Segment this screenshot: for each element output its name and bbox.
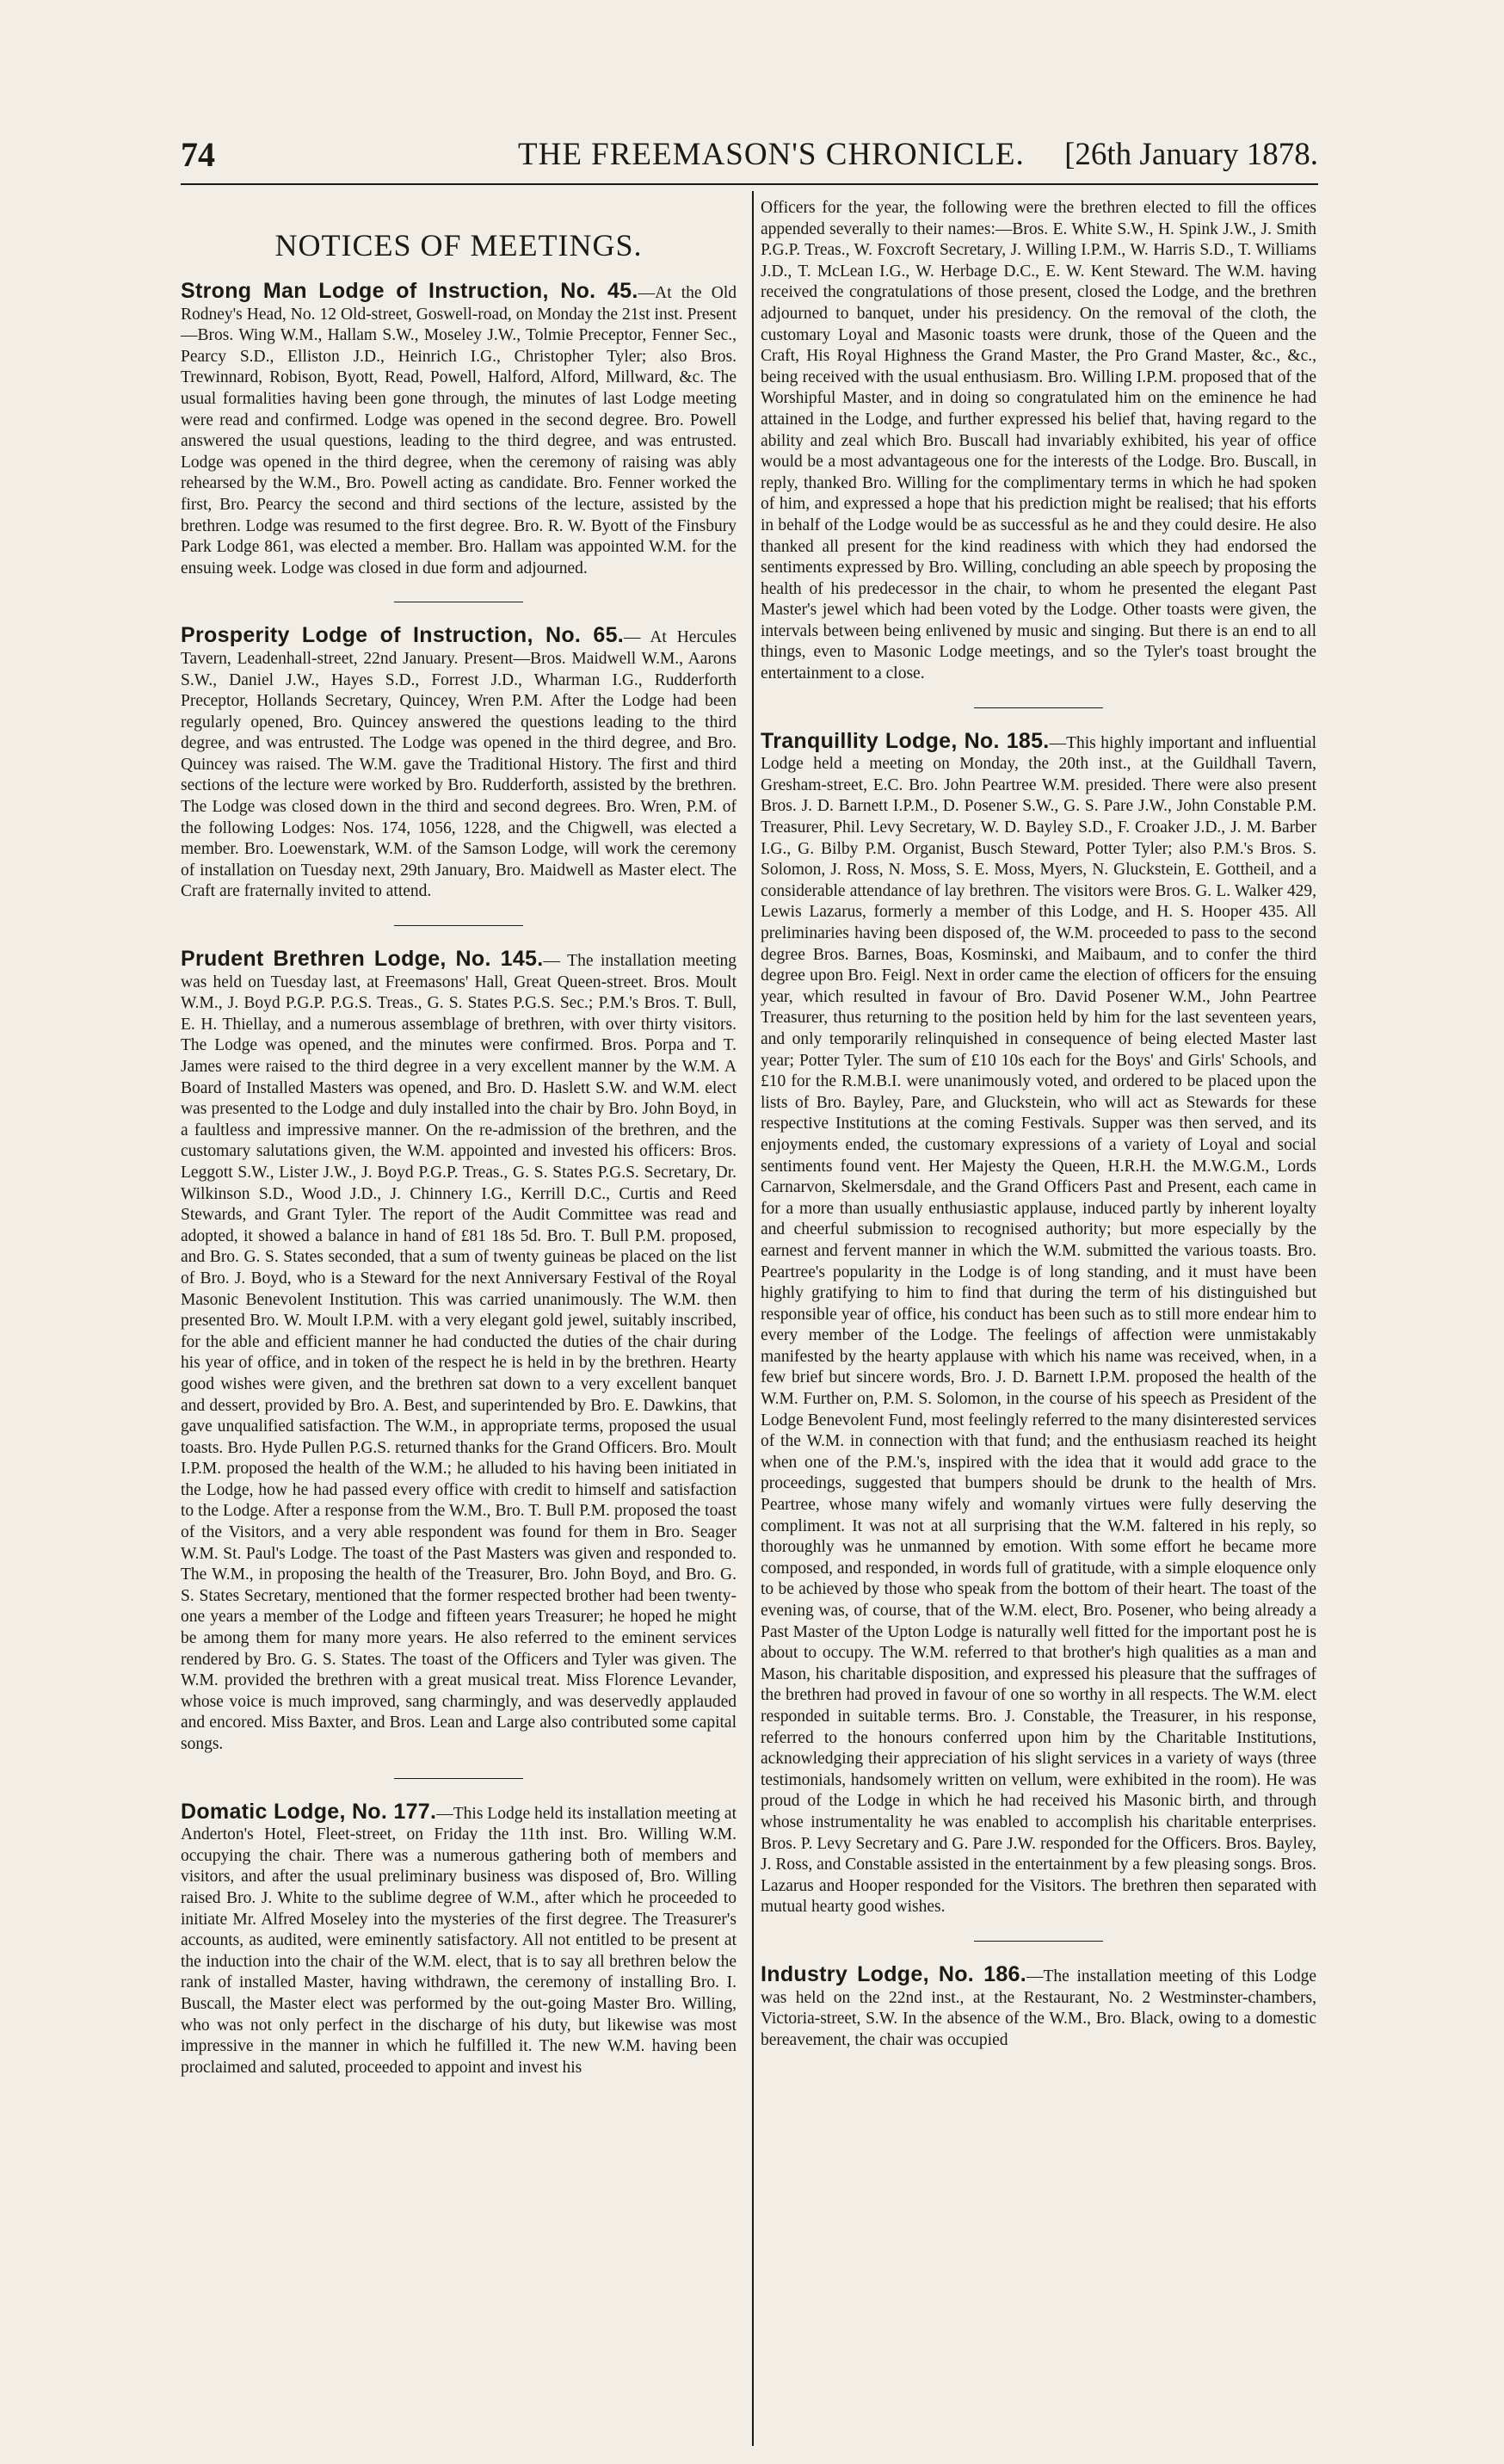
article-tranquillity-lodge [761, 728, 1316, 1918]
article-body: Officers for the year, the following were the brethren elected to fill the offices appended severally to their names:—Bros. E. White S.W., H. Spink J.W., J. Smith P.G.P. Treas., W. Foxcroft Secretary, J. Willing I.P.M., W. Harris S.D., T. Williams J.D., T. McLean I.G., W. Herbage D.C., E. W. Kent Steward. The W.M. having received the congratulations of those present, closed the Lodge, and the brethren adjourned to banquet, under his presidency. On the removal of the cloth, the customary Loyal and Masonic toasts were drunk, those of the Queen and the Craft, His Royal Highness the Grand Master, the Pro Grand Master, &c., &c., being received with the usual enthusiasm. Bro. Willing I.P.M. proposed that of the Worshipful Master, and in doing so congratulated him on the eminence he had attained in the Lodge, and further expressed his belief that, having regard to the ability and zeal which Bro. Buscall had invariably exhibited, his year of office would be a most advantageous one for the interests of the Lodge. Bro. Buscall, in reply, thanked Bro. Willing for the complimentary terms in which he had spoken of him, and expressed a hope that his prediction might be realised; that his efforts in behalf of the Lodge would be as successful as he and they could desire. He also thanked all present for the kind readiness with which they had endorsed the sentiments expressed by Bro. Willing, concluding an able speech by proposing the health of his predecessor in the chair, to whom he presented the elegant Past Master's jewel which had been voted by the Lodge. Other toasts were given, the intervals between being enlivened by music and singing. But there is an end to all things, even to Masonic Lodge meetings, and so the Tyler's toast brought the entertainment to a close. [761, 199, 1316, 683]
section-title: NOTICES OF MEETINGS. [274, 228, 643, 262]
article-body: —This highly important and influential Lodge held a meeting on Monday, the 20th inst., at the Guildhall Tavern, Gresham-street, E.C. Bro. John Peartree W.M. presided. There were also present Bros. J. D. Barnett I.P.M., D. Posener S.W., G. S. Pare J.W., John Constable P.M. Treasurer, Phil. Levy Secretary, W. D. Bayley S.D., F. Croaker J.D., J. M. Barber I.G., G. Bilby P.M. Organist, Busch Steward, Potter Tyler; also P.M.'s Bros. S. Solomon, J. Ross, N. Moss, S. E. Moss, Myers, N. Gluckstein, E. Gottheil, and a considerable attendance of lay brethren. The visitors were Bros. G. L. Walker 429, Lewis Lazarus, formerly a member of this Lodge, and H. S. Hooper 435. All preliminaries having been disposed of, the W.M. proceeded to pass to the second degree Bros. Barnes, Boas, Kosminski, and Maibaum, and to confer the third degree upon Bro. Feigl. Next in order came the election of officers for the ensuing year, which resulted in favour of Bro. David Posener W.M., John Peartree Treasurer, thus returning to the position held by him for the last seventeen years, and only temporarily relinquished in consequence of being elected Master last year; Potter Tyler. The sum of £10 10s each for the Boys' and Girls' Schools, and £10 for the R.M.B.I. were unanimously voted, and ordered to be placed upon the lists of Bro. Bayley, Pare, and Gluckstein, who will act as Stewards for these respective Institutions at the coming Festivals. Supper was then served, and its enjoyments ended, the customary expressions of a variety of Loyal and social sentiments found vent. Her Majesty the Queen, H.R.H. the M.W.G.M., Lords Carnarvon, Skelmersdale, and the Grand Officers Past and Present, each came in for a more than usually enthusiastic applause, induced partly by inherent loyalty and cheerful submission to recognised authority; but more especially by the earnest and fervent manner in which the W.M. submitted the various toasts. Bro. Peartree's popularity in the Lodge is of long standing, and it must have been highly gratifying to him to find that during the term of his distinguished but responsible year of office, his conduct has been such as to still more endear him to every member of the Lodge. The feelings of affection were unmistakably manifested by the hearty applause with which his name was received, when, in a few brief but sincere words, Bro. J. D. Barnett I.P.M. proposed the health of the W.M. Further on, P.M. S. Solomon, in the course of his speech as President of the Lodge Benevolent Fund, most feelingly referred to the many disinterested services of the W.M. in connection with that fund; and the enthusiasm reached its height when one of the P.M.'s, inspired with the idea that it would add grace to the proceedings, suggested that bumpers should be drunk to the health of Mrs. Peartree, whose many wifely and womanly virtues were fully deserving the compliment. It was not at all surprising that the W.M. faltered in his reply, so thoroughly was he unmanned by emotion. With some effort he became more composed, and responded, in words full of gratitude, with a simple eloquence only to be achieved by those who speak from the bottom of their heart. The toast of the evening was, of course, that of the W.M. elect, Bro. Posener, who being already a Past Master of the Upton Lodge is naturally well fitted for the important post he is about to occupy. The W.M. referred to that brother's high qualities as a man and Mason, his charitable disposition, and expressed his pleasure that the suffrages of the brethren had proved in favour of one so worthy in all respects. The W.M. elect responded in suitable terms. Bro. J. Constable, the Treasurer, in his response, referred to the honours conferred upon him by the Charitable Institutions, acknowledging their appreciation of his slight services in a variety of ways (three testimonials, handsomely written on vellum, were exhibited in the room). He was proud of the Lodge in which he had received his Masonic birth, and through whose instrumentality he was enabled to accomplish his charitable enterprises. Bros. P. Levy Secretary and G. Pare J.W. responded for the Officers. Bros. Bayley, J. Ross, and Constable assisted in the entertainment by a few pleasing songs. Bros. Lazarus and Hooper responded for the Visitors. The brethren then separated with mutual hearty good wishes. [761, 733, 1316, 1917]
page-number: 74 [181, 135, 215, 174]
article-title: Industry Lodge, No. 186. [761, 1961, 1026, 1986]
right-column [761, 198, 1316, 2451]
article-divider [974, 707, 1103, 708]
article-divider [974, 1941, 1103, 1942]
article-title: Prosperity Lodge of Instruction, No. 65. [181, 623, 625, 648]
article-title: Tranquillity Lodge, No. 185. [761, 728, 1050, 753]
header-rule [181, 183, 1318, 185]
article-body: —At the Old Rodney's Head, No. 12 Old-street, Goswell-road, on Monday the 21st inst. Present—Bros. Wing W.M., Hallam S.W., Moseley J.W., Tolmie Preceptor, Fenner Sec., Pearcy S.D., Elliston J.D., Heinrich I.G., Christopher Tyler; also Bros. Trewinnard, Robison, Byott, Read, Powell, Halford, Alford, Millward, &c. The usual formalities having been gone through, the minutes of last Lodge meeting were read and confirmed. Lodge was opened in the second degree. Bro. Powell answered the usual questions, leading to the third degree, and was entrusted. Lodge was opened in the third degree, when the ceremony of raising was ably rehearsed by the W.M., Bro. Powell acting as candidate. Bro. Fenner worked the first, Bro. Pearcy the second and third sections of the lecture, assisted by the brethren. Lodge was resumed to the first degree. Bro. R. W. Byott of the Finsbury Park Lodge 861, was elected a member. Bro. Hallam was appointed W.M. for the ensuing week. Lodge was closed in due form and adjourned. [181, 284, 737, 577]
page-header [181, 134, 1318, 179]
article-prosperity-lodge [181, 625, 737, 903]
article-body: —The installation meeting of this Lodge was held on the 22nd inst., at the Restaurant, No. 2 Westminster-chambers, Victoria-street, S.W. In the absence of the W.M., Bro. Black, owing to a domestic bereavement, the chair was occupied [761, 1967, 1316, 2049]
article-domatic-lodge-continued [761, 198, 1316, 685]
article-strong-man-lodge [181, 281, 737, 579]
article-body: —This Lodge held its installation meeting at Anderton's Hotel, Fleet-street, on Friday the 11th inst. Bro. Willing W.M. occupying the chair. There was a numerous gathering both of members and visitors, and after the usual preliminary business was disposed of, Bro. Willing raised Bro. J. White to the sublime degree of W.M., after which he proceeded to initiate Mr. Alfred Moseley into the mysteries of the first degree. The Treasurer's accounts, as audited, were eminently satisfactory. All not entitled to be present at the induction into the chair of the W.M. elect, that is to say all brethren below the rank of installed Master, having withdrawn, the ceremony of installing Bro. I. Buscall, the Master elect was performed by the out-going Master Bro. Willing, who was not only perfect in the discharge of his duty, but likewise was most impressive in the manner in which he fulfilled it. The new W.M. having been proclaimed and saluted, proceeded to appoint and invest his [181, 1804, 737, 2077]
article-body: — The installation meeting was held on Tuesday last, at Freemasons' Hall, Great Queen-street. Bros. Moult W.M., J. Boyd P.G.P. P.G.S. Treas., G. S. States P.G.S. Sec.; P.M.'s Bros. T. Bull, E. H. Thiellay, and a numerous assemblage of brethren, with over thirty visitors. The Lodge was opened, and the minutes were confirmed. Bros. Porpa and T. James were raised to the third degree in a very excellent manner by the W.M. A Board of Installed Masters was opened, and Bro. D. Haslett S.W. and W.M. elect was presented to the Lodge and duly installed into the chair by Bro. John Boyd, in a faultless and impressive manner. On the re-admission of the brethren, and the customary salutations given, the W.M. appointed and invested his officers: Bros. Leggott S.W., Lister J.W., J. Boyd P.G.P. Treas., G. S. States P.G.S. Secretary, Dr. Wilkinson S.D., Wood J.D., J. Chinnery I.G., Kerrill D.C., Curtis and Reed Stewards, and Grant Tyler. The report of the Audit Committee was read and adopted, it showed a balance in hand of £81 18s 5d. Bro. T. Bull P.M. proposed, and Bro. G. S. States seconded, that a sum of twenty guineas be placed on the list of Bro. J. Boyd, who is a Steward for the next Anniversary Festival of the Royal Masonic Benevolent Institution. This was carried unanimously. The W.M. then presented Bro. W. Moult I.P.M. with a very elegant gold jewel, suitably inscribed, for the able and efficient manner he had conducted the duties of the chair during his year of office, and in token of the respect he is held in by the brethren. Hearty good wishes were given, and the brethren sat down to a very excellent banquet and dessert, provided by Bro. A. Best, and superintended by Bro. E. Dawkins, that gave unqualified satisfaction. The W.M., in appropriate terms, proposed the usual toasts. Bro. Hyde Pullen P.G.S. returned thanks for the Grand Officers. Bro. Moult I.P.M. proposed the health of the W.M.; he alluded to his having been initiated in the Lodge, how he had passed every office with credit to himself and satisfaction to the Lodge. After a response from the W.M., Bro. T. Bull P.M. proposed the toast of the Visitors, and a very able respondent was found for them in Bro. Seager W.M. St. Paul's Lodge. The toast of the Past Masters was given and responded to. The W.M., in proposing the health of the Treasurer, Bro. John Boyd, and Bro. G. S. States Secretary, mentioned that the former respected brother had been twenty-one years a member of the Lodge and fifteen years Treasurer; he hoped he might be among them for many more years. He also referred to the eminent services rendered by Bro. G. S. States. The toast of the Officers and Tyler was given. The W.M. provided the brethren with a great musical treat. Miss Florence Levander, whose voice is much improved, sang charmingly, and was deservedly applauded and encored. Miss Baxter, and Bros. Lean and Large also contributed some capital songs. [181, 952, 737, 1753]
left-column [181, 198, 737, 2451]
newspaper-title: THE FREEMASON'S CHRONICLE. [518, 137, 1025, 172]
column-divider [752, 191, 754, 2446]
article-divider [394, 925, 523, 926]
article-domatic-lodge [181, 1801, 737, 2079]
article-body: — At Hercules Tavern, Leadenhall-street, 22nd January. Present—Bros. Maidwell W.M., Aarons S.W., Daniel J.W., Hayes S.D., Forrest J.D., Wharman I.G., Rudderforth Preceptor, Hollands Secretary, Quincey, Wren P.M. After the Lodge had been regularly opened, Bro. Quincey answered the questions leading to the third degree, and was entrusted. The Lodge was opened in the third degree, and Bro. Quincey was raised. The W.M. gave the Traditional History. The first and third sections of the lecture were worked by Bro. Rudderforth, assisted by the brethren. The Lodge was closed down in the third and second degrees. Bro. Wren, P.M. of the following Lodges: Nos. 174, 1056, 1228, and the Chigwell, was elected a member. Bro. Loewenstark, W.M. of the Samson Lodge, will work the ceremony of installation on Tuesday next, 29th January, Bro. Maidwell as Master elect. The Craft are fraternally invited to attend. [181, 628, 737, 901]
article-industry-lodge [761, 1961, 1316, 2051]
issue-date: [26th January 1878. [1064, 137, 1318, 172]
article-title: Domatic Lodge, No. 177. [181, 1799, 437, 1824]
article-prudent-brethren-lodge [181, 948, 737, 1756]
article-divider [394, 1778, 523, 1779]
article-title: Prudent Brethren Lodge, No. 145. [181, 947, 544, 972]
article-title: Strong Man Lodge of Instruction, No. 45. [181, 279, 638, 303]
